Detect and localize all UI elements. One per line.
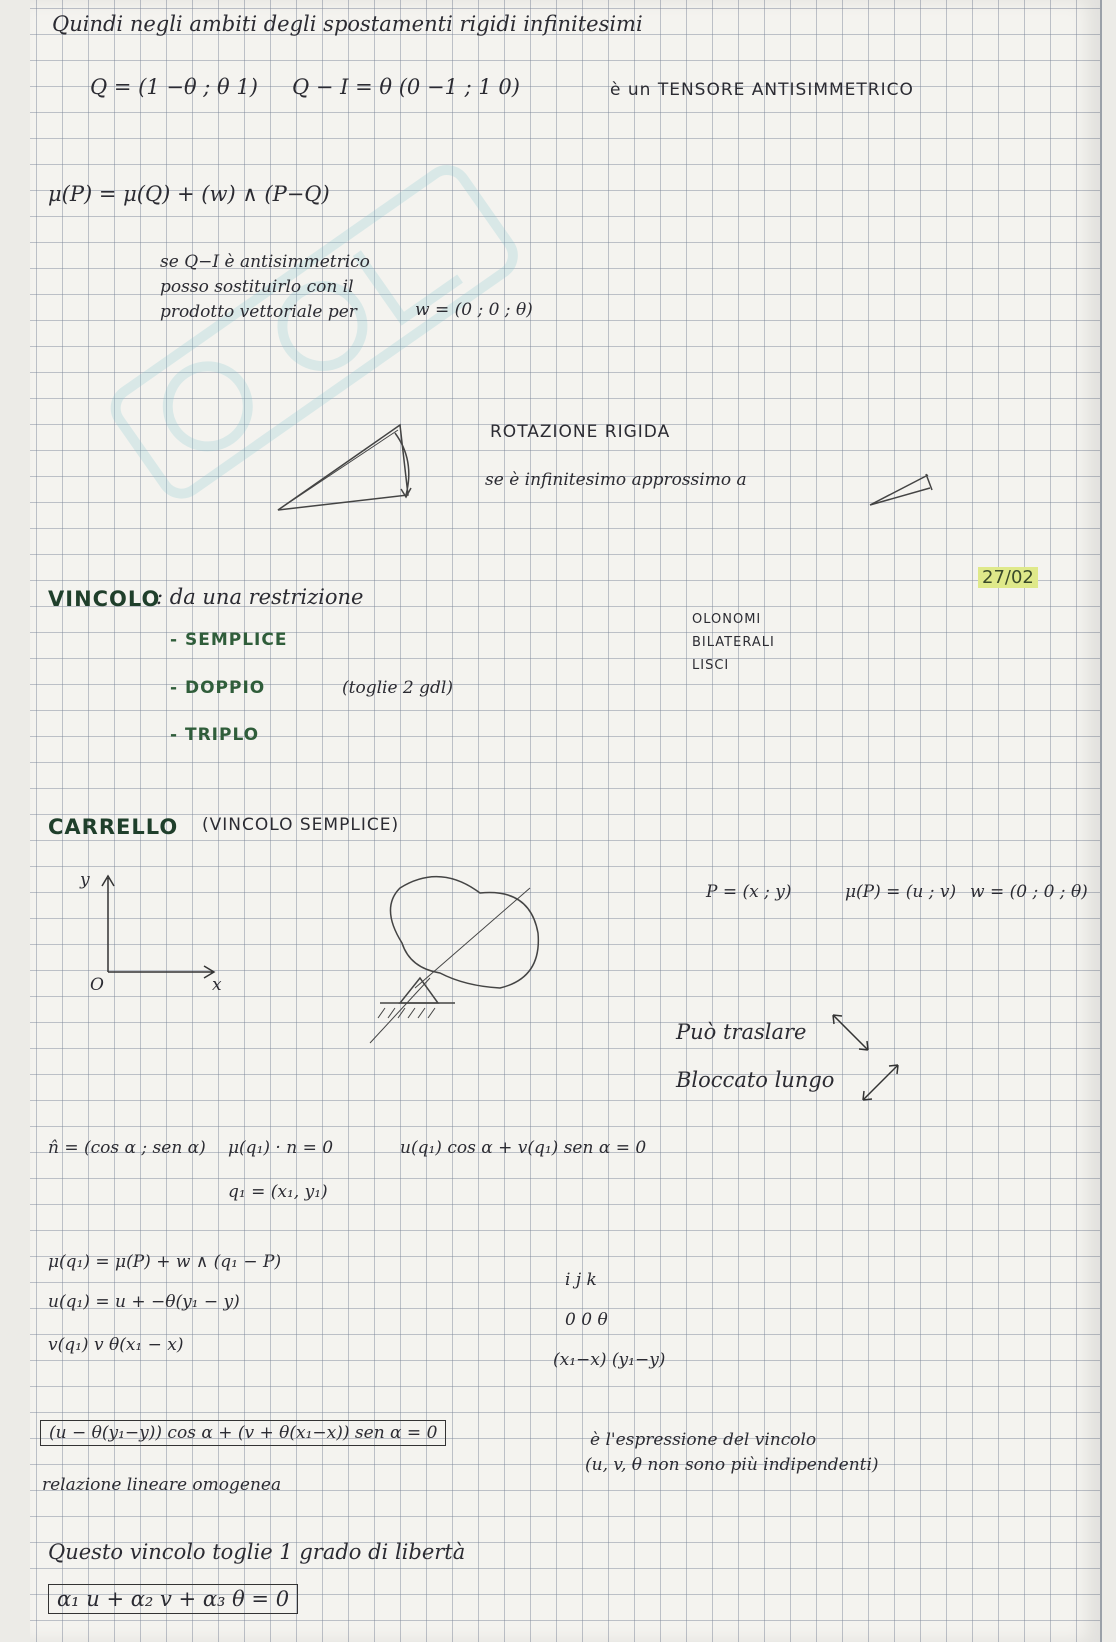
dof-removed-note: Questo vincolo toglie 1 grado di libertà — [48, 1540, 466, 1564]
axis-y-label: y — [80, 870, 90, 890]
date-highlight: 27/02 — [978, 567, 1038, 588]
linear-homogeneous-note: relazione lineare omogenea — [42, 1475, 282, 1495]
axis-origin-label: O — [90, 975, 104, 995]
side-lisci: LISCI — [692, 658, 730, 673]
doppio-note: (toglie 2 gdl) — [342, 678, 453, 698]
axis-x-label: x — [212, 975, 222, 995]
condition-expanded: u(q₁) cos α + v(q₁) sen α = 0 — [400, 1138, 647, 1158]
intro-line: Quindi negli ambiti degli spostamenti rigidi infinitesimi — [52, 12, 643, 36]
q-minus-i-matrix: Q − I = θ (0 −1 ; 1 0) — [292, 75, 520, 99]
list-doppio: - DOPPIO — [170, 678, 266, 698]
n-hat-vector: n̂ = (cos α ; sen α) — [48, 1138, 206, 1158]
omega-vector: w = (0 ; 0 ; θ) — [415, 300, 533, 320]
side-bilaterali: BILATERALI — [692, 635, 775, 650]
side-olonomi: OLONOMI — [692, 612, 762, 627]
boxed-constraint-equation: (u − θ(y₁−y)) cos α + (v + θ(x₁−x)) sen α = 0 — [40, 1420, 446, 1446]
rotation-note: se è infinitesimo approssimo a — [485, 470, 747, 490]
note-line-1: se Q−I è antisimmetrico — [160, 252, 370, 272]
can-translate-note: Può traslare — [676, 1020, 807, 1044]
vincolo-definition: : da una restrizione — [156, 585, 364, 609]
component-u: u(q₁) = u + −θ(y₁ − y) — [48, 1292, 240, 1312]
xy-axes-sketch — [98, 868, 228, 978]
w-vector: w = (0 ; 0 ; θ) — [970, 882, 1088, 902]
component-v: v(q₁) v θ(x₁ − x) — [48, 1335, 184, 1355]
mu-q1-equation: μ(q₁) = μ(P) + w ∧ (q₁ − P) — [48, 1252, 282, 1272]
list-triplo: - TRIPLO — [170, 725, 260, 745]
q-matrix: Q = (1 −θ ; θ 1) — [90, 75, 258, 99]
vincolo-heading: VINCOLO — [48, 587, 161, 611]
note-line-3: prodotto vettoriale per — [160, 302, 357, 322]
note-line-2: posso sostituirlo con il — [160, 277, 354, 297]
q1-coordinates: q₁ = (x₁, y₁) — [228, 1182, 328, 1202]
condition-dot-product: μ(q₁) · n = 0 — [228, 1138, 334, 1158]
determinant-row-3: (x₁−x) (y₁−y) — [553, 1350, 666, 1370]
expression-note-1: è l'espressione del vincolo — [590, 1430, 817, 1450]
blocked-along-note: Bloccato lungo — [676, 1068, 835, 1092]
carrello-heading: CARRELLO — [48, 815, 179, 839]
expression-note-2: (u, v, θ non sono più indipendenti) — [585, 1455, 879, 1475]
mu-vector: μ(P) = (u ; v) — [845, 882, 957, 902]
determinant-row-2: 0 0 θ — [565, 1310, 608, 1330]
notebook-page — [30, 0, 1102, 1642]
small-angle-sketch — [868, 470, 938, 510]
boxed-final-equation: α₁ u + α₂ v + α₃ θ = 0 — [48, 1584, 298, 1614]
rigid-body-roller-sketch — [360, 868, 580, 1058]
carrello-subtitle: (VINCOLO SEMPLICE) — [202, 815, 400, 835]
p-vector: P = (x ; y) — [706, 882, 792, 902]
rotation-title: ROTAZIONE RIGIDA — [490, 422, 671, 442]
rotation-triangle-sketch — [270, 415, 420, 515]
mu-equation: μ(P) = μ(Q) + (w) ∧ (P−Q) — [48, 182, 330, 206]
tensor-note: è un TENSORE ANTISIMMETRICO — [610, 80, 914, 100]
list-semplice: - SEMPLICE — [170, 630, 288, 650]
direction-arrows-sketch — [828, 1010, 908, 1110]
determinant-row-1: i j k — [565, 1270, 597, 1290]
